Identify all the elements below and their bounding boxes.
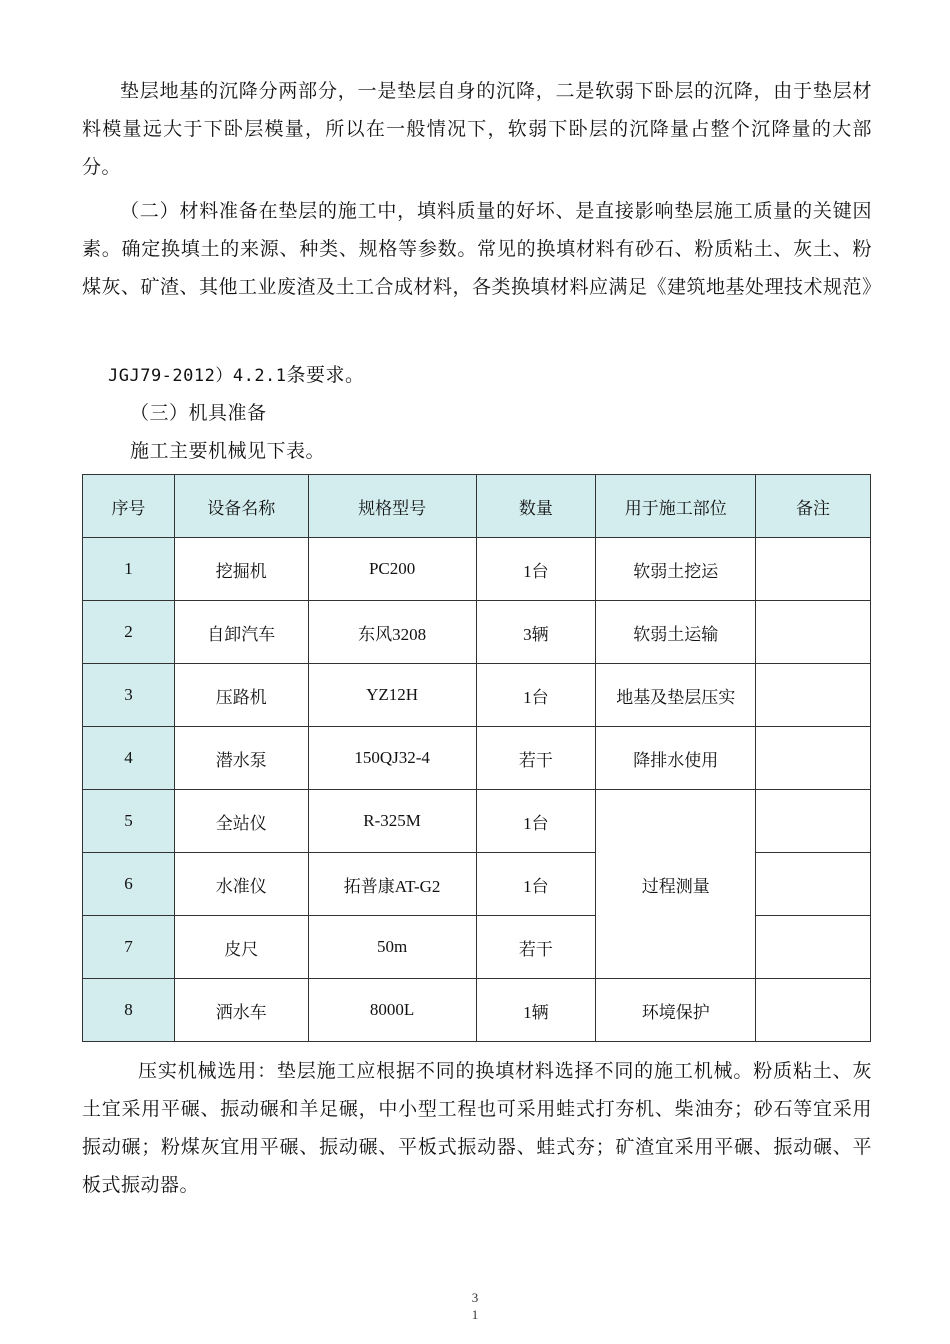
paragraph-spec-code <box>108 356 898 395</box>
cell-note <box>756 538 871 601</box>
table-header-row <box>83 475 871 538</box>
cell-note <box>756 664 871 727</box>
header-cell-model: 规格型号 <box>308 475 476 538</box>
cell-qty: 1辆 <box>476 979 596 1042</box>
cell-use: 降排水使用 <box>596 727 756 790</box>
cell-no: 4 <box>83 727 175 790</box>
cell-model: 东风3208 <box>308 601 476 664</box>
cell-model: 50m <box>308 916 476 979</box>
cell-name: 压路机 <box>174 664 308 727</box>
cell-use: 环境保护 <box>596 979 756 1042</box>
section-heading-equipment: （三）机具准备 <box>130 402 267 424</box>
cell-name: 潜水泵 <box>174 727 308 790</box>
page-number-line1: 3 <box>471 1290 479 1305</box>
cell-no: 7 <box>83 916 175 979</box>
header-cell-use: 用于施工部位 <box>596 475 756 538</box>
table-row <box>83 979 871 1042</box>
page-number-line2: 1 <box>471 1307 479 1322</box>
cell-note <box>756 979 871 1042</box>
cell-no: 6 <box>83 853 175 916</box>
cell-qty: 1台 <box>476 664 596 727</box>
cell-no: 1 <box>83 538 175 601</box>
cell-note <box>756 916 871 979</box>
header-cell-qty: 数量 <box>476 475 596 538</box>
cell-model: 150QJ32-4 <box>308 727 476 790</box>
cell-model: YZ12H <box>308 664 476 727</box>
paragraph-settlement: 垫层地基的沉降分两部分，一是垫层自身的沉降，二是软弱下卧层的沉降，由于垫层材料模量远大于下卧层模量，所以在一般情况下，软弱下卧层的沉降量占整个沉降量的大部分。 <box>82 80 872 178</box>
cell-note <box>756 601 871 664</box>
header-cell-note: 备注 <box>756 475 871 538</box>
cell-qty: 若干 <box>476 727 596 790</box>
header-cell-no: 序号 <box>83 475 175 538</box>
cell-qty: 3辆 <box>476 601 596 664</box>
spec-code: JGJ79-2012）4.2.1 <box>108 366 287 386</box>
cell-name: 水准仪 <box>174 853 308 916</box>
cell-name: 皮尺 <box>174 916 308 979</box>
cell-note <box>756 790 871 853</box>
cell-no: 8 <box>83 979 175 1042</box>
table-row <box>83 664 871 727</box>
table-row <box>83 538 871 601</box>
cell-no: 2 <box>83 601 175 664</box>
cell-note <box>756 727 871 790</box>
cell-model: PC200 <box>308 538 476 601</box>
cell-model: R-325M <box>308 790 476 853</box>
cell-qty: 1台 <box>476 853 596 916</box>
cell-qty: 1台 <box>476 790 596 853</box>
table-row <box>83 790 871 853</box>
paragraph-materials: （二）材料准备在垫层的施工中，填料质量的好坏、是直接影响垫层施工质量的关键因素。确定换填土的来源、种类、规格等参数。常见的换填材料有砂石、粉质粘土、灰土、粉煤灰、矿渣、其他工业废渣及土工合成材料，各类换填材料应满足《建筑地基处理技术规范》 <box>82 200 882 298</box>
table-row <box>83 601 871 664</box>
cell-qty: 若干 <box>476 916 596 979</box>
cell-model: 8000L <box>308 979 476 1042</box>
cell-use: 软弱土挖运 <box>596 538 756 601</box>
cell-use: 软弱土运输 <box>596 601 756 664</box>
cell-note <box>756 853 871 916</box>
cell-name: 全站仪 <box>174 790 308 853</box>
cell-use-merged: 过程测量 <box>596 790 756 979</box>
cell-use: 地基及垫层压实 <box>596 664 756 727</box>
cell-qty: 1台 <box>476 538 596 601</box>
spec-suffix: 条要求。 <box>286 364 365 386</box>
equipment-table <box>82 474 871 1042</box>
table-intro: 施工主要机械见下表。 <box>130 440 326 462</box>
cell-name: 洒水车 <box>174 979 308 1042</box>
cell-no: 5 <box>83 790 175 853</box>
header-cell-name: 设备名称 <box>174 475 308 538</box>
table-row <box>83 727 871 790</box>
cell-name: 挖掘机 <box>174 538 308 601</box>
cell-no: 3 <box>83 664 175 727</box>
paragraph-compaction: 压实机械选用：垫层施工应根据不同的换填材料选择不同的施工机械。粉质粘土、灰土宜采用平碾、振动碾和羊足碾，中小型工程也可采用蛙式打夯机、柴油夯；砂石等宜采用振动碾；粉煤灰宜用平碾、振动碾、平板式振动器、蛙式夯；矿渣宜采用平碾、振动碾、平板式振动器。 <box>82 1060 872 1196</box>
cell-model: 拓普康AT-G2 <box>308 853 476 916</box>
cell-name: 自卸汽车 <box>174 601 308 664</box>
